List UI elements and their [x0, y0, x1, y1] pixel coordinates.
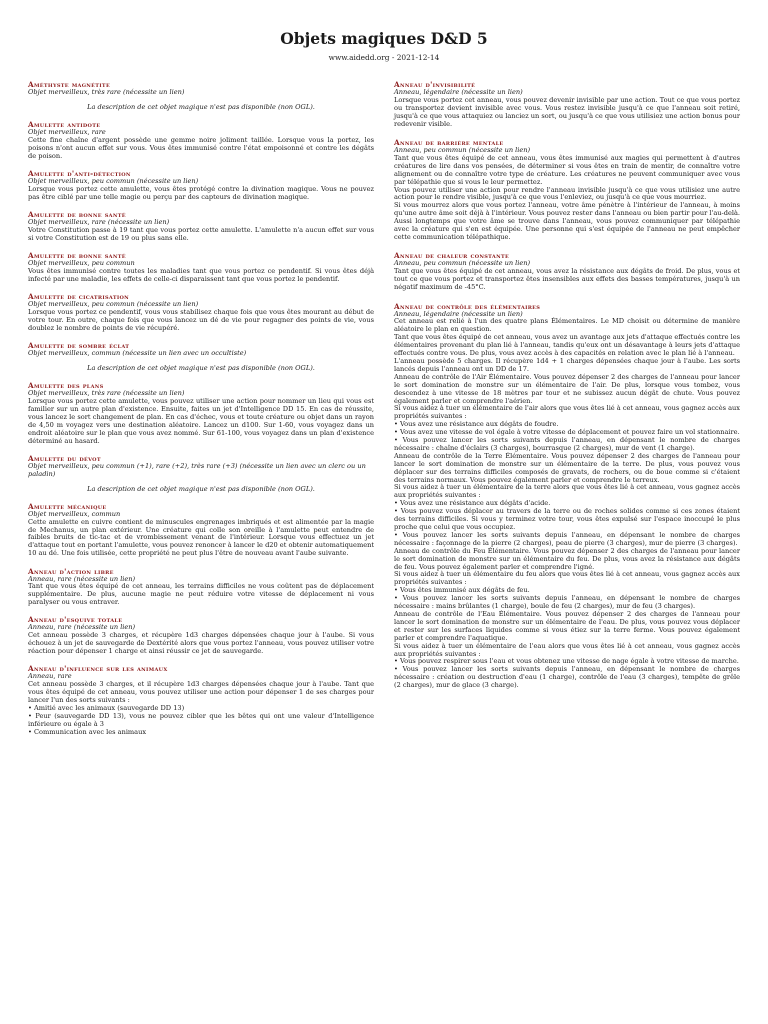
item-meta: Anneau, peu commun (nécessite un lien) — [394, 259, 531, 268]
item-paragraph: Tant que vous êtes équipé de cet anneau, vous êtes immunisé aux magies qui permettent à d'autres créatures de lire dans vos pensées, de déterminer si vous êtes en train de mentir, de connaître votre alignement ou de connaître votre type de créature. Les créatures ne peuvent communiquer avec vous par télépathie que si vous le leur permettez. — [394, 153, 740, 186]
item-title: Anneau d'esquive totale — [28, 615, 123, 625]
item-meta: Anneau, légendaire (nécessite un lien) — [394, 88, 523, 96]
item-paragraph: Anneau de contrôle de la Terre Élémentaire. Vous pouvez dépenser 2 des charges de l'anneau pour lancer le sort domination de monstre sur un élémentaire de la terre. De plus, vous pouvez vous déplacer sur des terrains difficiles composés de gravats, de rochers, ou de boue comme si c'étaient des terrains normaux. Vous pouvez également parler et comprendre le terreux. — [394, 451, 740, 484]
item-meta: Objet merveilleux, rare (nécessite un lien) — [28, 218, 170, 227]
item-paragraph: • Vous pouvez lancer les sorts suivants depuis l'anneau, en dépensant le nombre de charges nécessaire : façonnage de la pierre (2 charges), peau de pierre (3 charges), mur de pierre (3 charges). — [394, 530, 740, 547]
item-meta: Objet merveilleux, peu commun (+1), rare (+2), très rare (+3) (nécessite un lien avec un clerc ou un paladin) — [28, 461, 366, 478]
left-column — [28, 80, 374, 745]
item-title: Amulette du dévot — [28, 453, 101, 463]
item-paragraph: Tant que vous êtes équipé de cet anneau, vous avez un avantage aux jets d'attaque effectués contre les élémentaires provenant du plan lié à l'anneau, tandis qu'eux ont un désavantage à leurs jets d'attaque effectués contre vous. De plus, vous avez accès à des capacités en relation avec le plan lié à l'anneau. — [394, 333, 740, 358]
item-paragraph: Cet anneau possède 3 charges, et récupère 1d3 charges dépensées chaque jour à l'aube. Si vous échouez à un jet de sauvegarde de Dextérité alors que vous portez l'anneau, vous pouvez utiliser votre réaction pour dépenser 1 charge et ainsi réussir ce jet de sauvegarde. — [28, 631, 374, 656]
item-unavailable-note: La description de cet objet magique n'est pas disponible (non OGL). — [87, 102, 315, 111]
item-entry — [28, 120, 374, 161]
item-entry — [394, 302, 740, 691]
item-paragraph: Cet anneau possède 3 charges, et il récupère 1d3 charges dépensées chaque jour à l'aube. Tant que vous êtes équipé de cet anneau, vous pouvez utiliser une action pour dépenser 1 de ses charges pour lancer l'un des sorts suivants : — [28, 680, 374, 705]
item-paragraph: Si vous aidez à tuer un élémentaire de l'air alors que vous êtes lié à cet anneau, vous gagnez accès aux propriétés suivantes : — [394, 404, 740, 421]
item-entry — [28, 664, 374, 736]
item-entry — [28, 210, 374, 243]
item-entry — [28, 341, 374, 373]
item-paragraph: Anneau de contrôle de l'Air Élémentaire. Vous pouvez dépenser 2 des charges de l'anneau pour lancer le sort domination de monstre sur un élémentaire de l'air. De plus, lorsque vous tombez, vous descendez à une vitesse de 18 mètres par tour et ne subissez aucun dégât de chute. Vous pouvez également parler et comprendre l'aérien. — [394, 372, 740, 405]
item-paragraph: Lorsque vous portez cette amulette, vous pouvez utiliser une action pour nommer un lieu qui vous est familier sur un autre plan d'existence. Ensuite, faites un jet d'Intelligence DD 15. En cas de réussite, vous lancez le sort changement de plan. En cas d'échec, vous et toute créature ou objet dans un rayon de 4,50 m voyagez vers une destination aléatoire. Lancez un d100. Sur 1-60, vous voyagez dans un endroit aléatoire sur le plan que vous avez nommé. Sur 61-100, vous voyagez dans un plan d'existence déterminé au hasard. — [28, 397, 374, 445]
item-meta: Objet merveilleux, peu commun (nécessite un lien) — [28, 300, 199, 309]
item-title: Anneau de barrière mentale — [394, 138, 504, 148]
right-column — [394, 80, 740, 745]
item-paragraph: Cet anneau est relié à l'un des quatre plans Élémentaires. Le MD choisit ou détermine de manière aléatoire le plan en question. — [394, 317, 740, 334]
item-paragraph: • Vous pouvez lancer les sorts suivants depuis l'anneau, en dépensant le nombre de charges nécessaire : chaîne d'éclairs (3 charges), bourrasque (2 charges), mur de vent (1 charge). — [394, 436, 740, 452]
item-title: Anneau de contrôle des élémentaires — [394, 301, 541, 311]
item-paragraph: Lorsque vous portez cet anneau, vous pouvez devenir invisible par une action. Tout ce que vous portez ou transportez devient invisible avec vous. Vous restez invisible jusqu'à ce que l'anneau soit retiré, jusqu'à ce que vous attaquiez ou lanciez un sort, ou jusqu'à ce que vous utilisiez une action bonus pour redevenir visible. — [394, 95, 740, 128]
item-meta: Objet merveilleux, peu commun (nécessite un lien) — [28, 177, 199, 186]
item-title: Amulette de cicatrisation — [28, 292, 130, 302]
item-entry — [28, 292, 374, 333]
item-entry — [394, 80, 740, 129]
item-paragraph: Si vous aidez à tuer un élémentaire de l'eau alors que vous êtes lié à cet anneau, vous gagnez accès aux propriétés suivantes : — [394, 641, 740, 658]
item-paragraph: • Vous pouvez respirer sous l'eau et vous obtenez une vitesse de nage égale à votre vitesse de marche. — [394, 657, 739, 666]
item-entry — [28, 80, 374, 112]
item-meta: Anneau, rare — [28, 672, 72, 681]
item-entry — [28, 502, 374, 558]
item-title: Amulette d'anti-détection — [28, 169, 131, 179]
item-paragraph: • Vous pouvez lancer les sorts suivants depuis l'anneau, en dépensant le nombre de charges nécessaire : création ou destruction d'eau (1 charge), contrôle de l'eau (3 charges), tempête de grêle (2 charges), mur de glace (3 charge). — [394, 665, 740, 690]
item-paragraph: Cette amulette en cuivre contient de minuscules engrenages imbriqués et est alimentée par la magie de Mechanus, un plan extérieur. Une créature qui colle son oreille à l'amulette peut entendre de faibles bruits de tic-tac et de vrombissement venant de l'intérieur. Lorsque vous effectuez un jet d'attaque tout en portant l'amulette, vous pouvez renoncer à lancer le d20 et obtenir automatiquement 10 au dé. Une fois utilisée, cette propriété ne peut plus l'être de nouveau avant l'aube suivante. — [28, 517, 374, 558]
item-title: Anneau d'influence sur les animaux — [28, 664, 168, 674]
item-paragraph: • Vous pouvez vous déplacer au travers de la terre ou de roches solides comme si ces zones étaient des terrains difficiles. Si vous y terminez votre tour, vous êtes expulsé sur l'espace inoccupé le plus proche que celui que vous occupiez. — [394, 507, 740, 531]
item-meta: Objet merveilleux, très rare (nécessite un lien) — [28, 88, 185, 96]
item-title: Amulette mécanique — [28, 501, 107, 511]
item-paragraph: Cette fine chaîne d'argent possède une gemme noire joliment taillée. Lorsque vous la portez, les poisons n'ont aucun effet sur vous. Vous êtes immunisé contre l'état empoisonné et contre les dégâts de poison. — [28, 136, 374, 160]
item-paragraph: Si vous aidez à tuer un élémentaire du feu alors que vous êtes lié à cet anneau, vous gagnez accès aux propriétés suivantes : — [394, 570, 740, 587]
item-entry — [394, 251, 740, 292]
document-header — [28, 0, 740, 62]
item-title: Amulette de bonne santé — [28, 210, 126, 220]
item-meta: Objet merveilleux, rare — [28, 128, 106, 137]
columns — [28, 80, 740, 745]
item-meta: Objet merveilleux, commun (nécessite un lien avec un occultiste) — [28, 349, 247, 357]
document-title: Objets magiques D&D 5 — [280, 29, 488, 48]
item-title: Anneau de chaleur constante — [394, 251, 510, 261]
item-entry — [28, 251, 374, 284]
item-unavailable-note: La description de cet objet magique n'est pas disponible (non OGL). — [87, 484, 315, 493]
item-entry — [28, 454, 374, 494]
item-meta: Objet merveilleux, très rare (nécessite un lien) — [28, 389, 185, 398]
item-meta: Anneau, rare (nécessite un lien) — [28, 574, 136, 583]
item-paragraph: • Communication avec les animaux — [28, 727, 147, 736]
item-paragraph: • Vous pouvez lancer les sorts suivants depuis l'anneau, en dépensant le nombre de charges nécessaire : mains brûlantes (1 charge), boule de feu (2 charges), mur de feu (3 charges). — [394, 594, 740, 611]
item-paragraph: • Vous avez une résistance aux dégâts de foudre. — [394, 420, 559, 429]
item-meta: Anneau, peu commun (nécessite un lien) — [394, 146, 531, 155]
item-meta: Anneau, légendaire (nécessite un lien) — [394, 309, 523, 318]
item-meta: Anneau, rare (nécessite un lien) — [28, 623, 136, 632]
item-unavailable-note: La description de cet objet magique n'est pas disponible (non OGL). — [87, 363, 315, 372]
item-title: Anneau d'action libre — [28, 566, 114, 576]
item-title: Amulette de sombre éclat — [28, 341, 130, 350]
item-paragraph: • Vous avez une résistance aux dégâts d'acide. — [394, 499, 551, 508]
item-paragraph: • Amitié avec les animaux (sauvegarde DD 13) — [28, 703, 185, 712]
item-paragraph: Si vous aidez à tuer un élémentaire de la terre alors que vous êtes lié à cet anneau, vous gagnez accès aux propriétés suivantes : — [394, 483, 740, 500]
item-paragraph: L'anneau possède 5 charges. Il récupère 1d4 + 1 charges dépensées chaque jour à l'aube. Les sorts lancés depuis l'anneau ont un DD de 17. — [394, 356, 740, 373]
item-title: Anneau d'invisibilité — [394, 80, 476, 89]
item-title: Amulette de bonne santé — [28, 251, 126, 261]
item-paragraph: • Peur (sauvegarde DD 13), vous ne pouvez cibler que les bêtes qui ont une valeur d'Intelligence inférieure ou égale à 3 — [28, 711, 374, 728]
document-subtitle: www.aidedd.org - 2021-12-14 — [328, 53, 440, 62]
item-paragraph: Votre Constitution passe à 19 tant que vous portez cette amulette. L'amulette n'a aucun effet sur vous si votre Constitution est de 19 ou plus sans elle. — [28, 225, 374, 242]
item-paragraph: Anneau de contrôle du Feu Élémentaire. Vous pouvez dépenser 2 des charges de l'anneau pour lancer le sort domination de monstre sur un élémentaire du feu. De plus, vous avez la résistance aux dégâts de feu. Vous pouvez également parler et comprendre l'igné. — [394, 546, 740, 571]
item-paragraph: Lorsque vous portez cette amulette, vous êtes protégé contre la divination magique. Vous ne pouvez pas être ciblé par une telle magie ou perçu par des capteurs de divination magique. — [28, 184, 374, 201]
item-paragraph: Si vous mourrez alors que vous portez l'anneau, votre âme pénètre à l'intérieur de l'anneau, à moins qu'une autre âme soit déjà à l'intérieur. Vous pouvez rester dans l'anneau ou bien partir pour l'au-delà. Aussi longtemps que votre âme se trouve dans l'anneau, vous pouvez communiquer par télépathie avec la créature qui s'en est équipée. Une personne qui s'est équipée de l'anneau ne peut empêcher cette communication télépathique. — [394, 201, 740, 241]
item-entry — [28, 567, 374, 608]
item-paragraph: Tant que vous êtes équipé de cet anneau, vous avez la résistance aux dégâts de froid. De plus, vous et tout ce que vous portez et transportez êtes insensibles aux effets des basses températures, jusqu'à un négatif maximum de -45°C. — [394, 267, 740, 292]
item-paragraph: • Vous êtes immunisé aux dégâts de feu. — [394, 586, 530, 595]
item-paragraph: • Vous avez une vitesse de vol égale à votre vitesse de déplacement et pouvez faire un vol stationnaire. — [394, 428, 740, 437]
item-paragraph: Vous êtes immunisé contre toutes les maladies tant que vous portez ce pendentif. Si vous êtes déjà infecté par une maladie, les effets de celle-ci disparaissent tant que vous portez le pendentif. — [28, 266, 374, 283]
item-paragraph: Anneau de contrôle de l'Eau Élémentaire. Vous pouvez dépenser 2 des charges de l'anneau pour lancer le sort domination de monstre sur un élémentaire de l'eau. De plus, vous pouvez vous déplacer et rester sur les surfaces liquides comme si vous étiez sur la terre ferme. Vous pouvez également parler et comprendre l'aquatique. — [394, 609, 740, 642]
item-paragraph: Vous pouvez utiliser une action pour rendre l'anneau invisible jusqu'à ce que vous utilisiez une autre action pour le rendre visible, jusqu'à ce que vous l'enleviez, ou jusqu'à ce que vous mourriez. — [394, 185, 740, 202]
item-title: Améthyste magnétite — [28, 80, 111, 89]
item-entry — [394, 138, 740, 242]
item-title: Amulette des plans — [28, 381, 104, 391]
item-meta: Objet merveilleux, peu commun — [28, 259, 135, 268]
item-entry — [28, 381, 374, 445]
item-paragraph: Tant que vous êtes équipé de cet anneau, les terrains difficiles ne vous coûtent pas de déplacement supplémentaire. De plus, aucune magie ne peut réduire votre vitesse de déplacement ni vous paralyser ou vous entraver. — [28, 582, 374, 607]
item-meta: Objet merveilleux, commun — [28, 509, 121, 518]
item-entry — [28, 169, 374, 202]
item-title: Amulette antidote — [28, 120, 101, 130]
item-paragraph: Lorsque vous portez ce pendentif, vous vous stabilisez chaque fois que vous êtes mourant au début de votre tour. En outre, chaque fois que vous lancez un dé de vie pour regagner des points de vie, vous doublez le nombre de points de vie récupéré. — [28, 307, 374, 332]
item-entry — [28, 615, 374, 656]
